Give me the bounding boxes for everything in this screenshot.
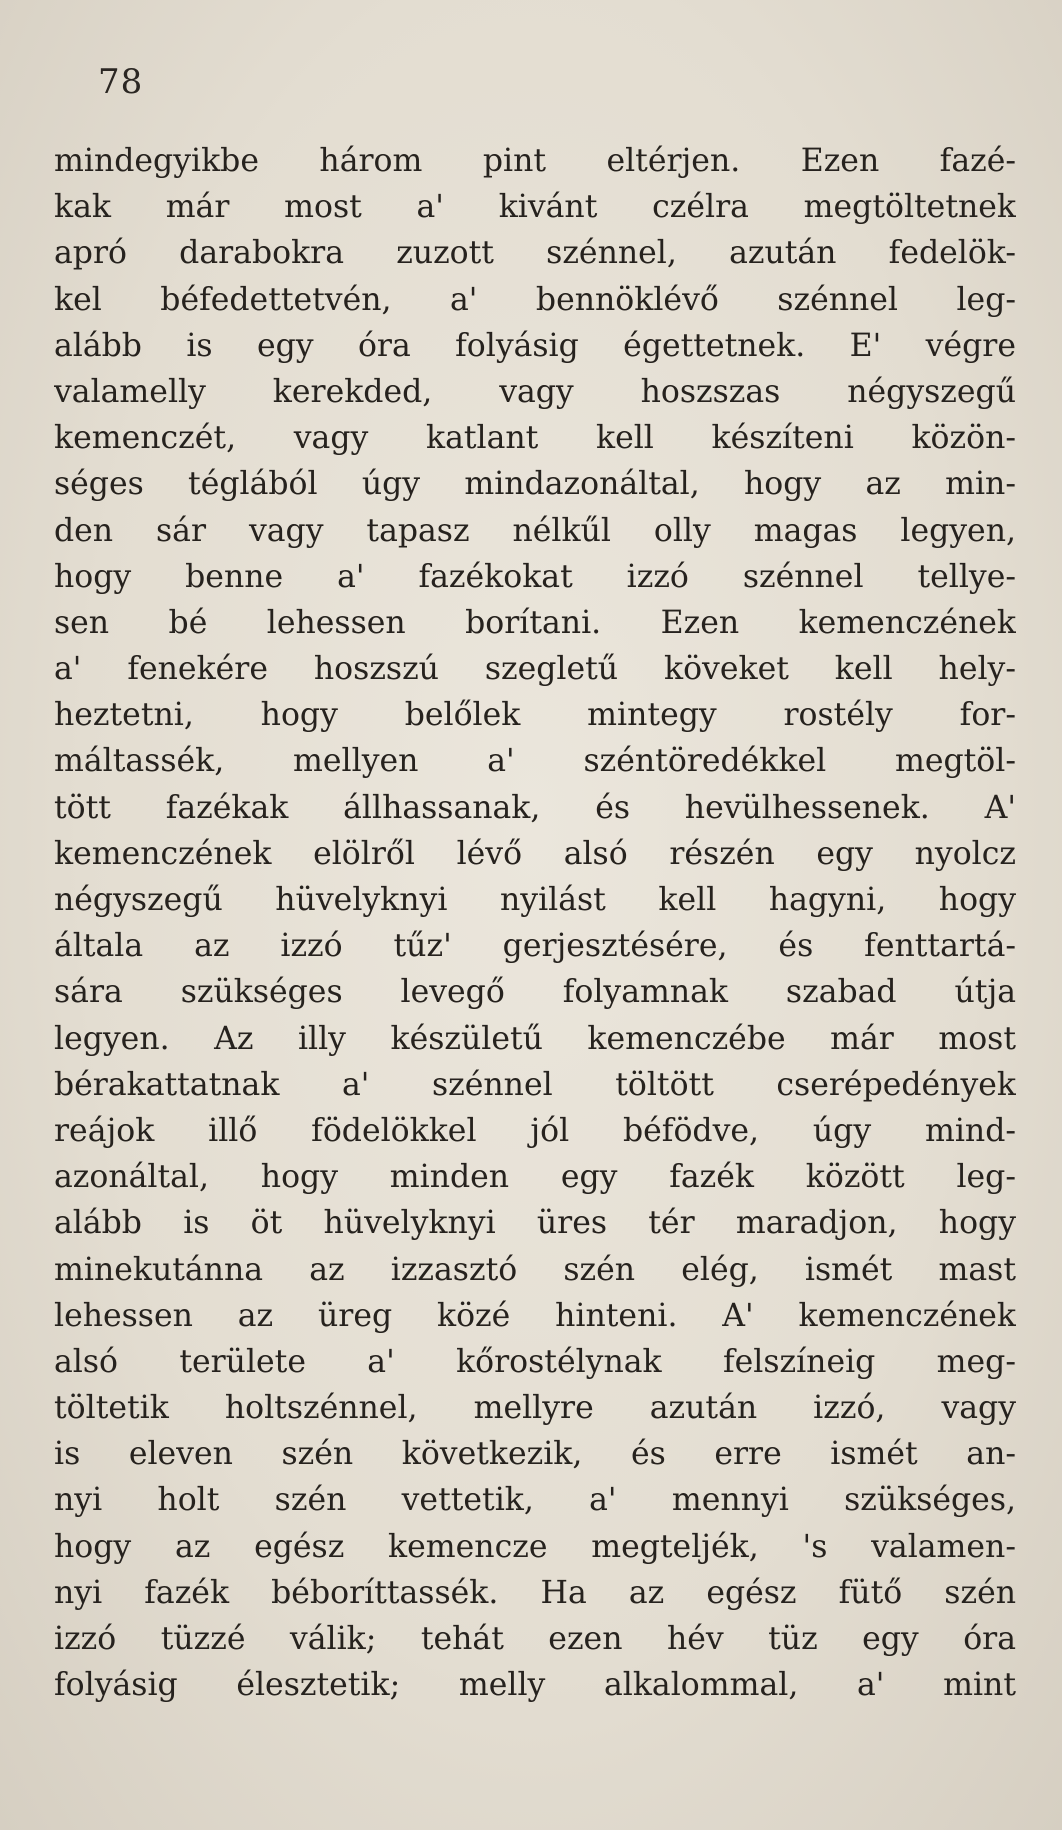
text-line: azonáltal, hogy minden egy fazék között leg-: [54, 1159, 1016, 1196]
body-text: [54, 138, 1016, 1708]
text-line: kel béfedettetvén, a' bennöklévő szénnel leg-: [54, 281, 1016, 318]
text-line: den sár vagy tapasz nélkűl olly magas legyen,: [54, 512, 1016, 549]
text-line: kemenczének elölről lévő alsó részén egy nyolcz: [54, 835, 1016, 872]
text-line: kak már most a' kivánt czélra megtöltetnek: [54, 189, 1016, 226]
text-line: nyi fazék béboríttassék. Ha az egész fütő szén: [54, 1574, 1016, 1611]
page-number: 78: [98, 62, 144, 102]
text-line: a' fenekére hoszszú szegletű köveket kell hely-: [54, 651, 1016, 688]
text-line: folyásig élesztetik; melly alkalommal, a' mint: [54, 1667, 1016, 1704]
text-line: bérakattatnak a' szénnel töltött cserépedények: [54, 1066, 1016, 1103]
text-line: tött fazékak állhassanak, és hevülhessenek. A': [54, 789, 1016, 826]
text-line: valamelly kerekded, vagy hoszszas négyszegű: [54, 373, 1016, 410]
text-line: izzó tüzzé válik; tehát ezen hév tüz egy óra: [54, 1621, 1016, 1657]
text-line: séges téglából úgy mindazonáltal, hogy az min-: [54, 466, 1016, 503]
text-line: négyszegű hüvelyknyi nyilást kell hagyni, hogy: [54, 882, 1016, 918]
text-line: heztetni, hogy belőlek mintegy rostély for-: [54, 697, 1016, 734]
text-line: töltetik holtszénnel, mellyre azután izzó, vagy: [54, 1390, 1016, 1427]
text-line: alsó területe a' kőrostélynak felszíneig meg-: [54, 1343, 1016, 1380]
text-line: alább is egy óra folyásig égettetnek. E' végre: [54, 327, 1016, 364]
text-line: mindegyikbe három pint eltérjen. Ezen fazé-: [54, 143, 1016, 179]
text-line: kemenczét, vagy katlant kell készíteni közön-: [54, 420, 1016, 457]
text-line: nyi holt szén vettetik, a' mennyi szükséges,: [54, 1482, 1016, 1519]
text-line: általa az izzó tűz' gerjesztésére, és fenttartá-: [54, 928, 1016, 965]
text-line: hogy benne a' fazékokat izzó szénnel tellye-: [54, 558, 1016, 595]
text-line: sára szükséges levegő folyamnak szabad útja: [54, 974, 1016, 1011]
text-line: lehessen az üreg közé hinteni. A' kemenczének: [54, 1297, 1016, 1334]
text-line: hogy az egész kemencze megteljék, 's valamen-: [54, 1528, 1016, 1565]
text-line: apró darabokra zuzott szénnel, azután fedelök-: [54, 235, 1016, 272]
text-line: is eleven szén következik, és erre ismét an-: [54, 1436, 1016, 1473]
text-line: minekutánna az izzasztó szén elég, ismét mast: [54, 1251, 1016, 1288]
text-line: alább is öt hüvelyknyi üres tér maradjon, hogy: [54, 1205, 1016, 1242]
text-line: reájok illő födelökkel jól béfödve, úgy mind-: [54, 1112, 1016, 1149]
text-line: legyen. Az illy készületű kemenczébe már most: [54, 1020, 1016, 1057]
text-line: sen bé lehessen borítani. Ezen kemenczének: [54, 604, 1016, 641]
text-line: máltassék, mellyen a' széntöredékkel megtöl-: [54, 743, 1016, 780]
